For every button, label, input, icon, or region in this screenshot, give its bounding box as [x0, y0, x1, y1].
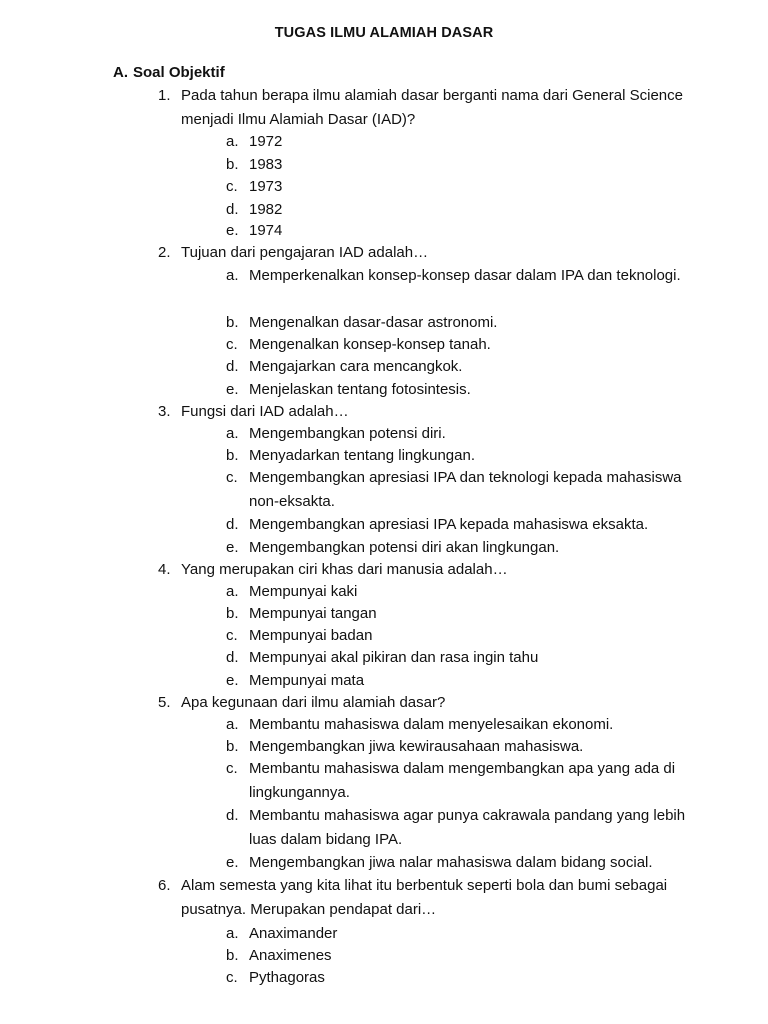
option-3a — [226, 422, 686, 446]
option-text: Mempunyai kaki — [249, 583, 358, 600]
option-letter: a. — [226, 716, 239, 733]
question-4 — [158, 558, 698, 582]
option-text: Mengembangkan apresiasi IPA kepada mahasiswa eksakta. — [249, 516, 649, 533]
option-letter: a. — [226, 425, 239, 442]
option-text: Mengembangkan jiwa nalar mahasiswa dalam bidang social. — [249, 854, 653, 871]
option-text: Pythagoras — [249, 969, 325, 986]
option-1c — [226, 175, 686, 199]
question-number: 6. — [158, 877, 171, 894]
question-1 — [158, 84, 698, 132]
option-text: Mengembangkan apresiasi IPA dan teknologi kepada mahasiswa non-eksakta. — [249, 469, 682, 510]
option-4d — [226, 646, 686, 670]
option-4e — [226, 669, 686, 693]
option-letter: c. — [226, 336, 238, 353]
option-1b — [226, 153, 686, 177]
option-letter: e. — [226, 854, 239, 871]
option-text: Anaximander — [249, 925, 338, 942]
option-text: Mempunyai tangan — [249, 605, 377, 622]
option-letter: e. — [226, 672, 239, 689]
question-2 — [158, 241, 698, 265]
document-title: TUGAS ILMU ALAMIAH DASAR — [274, 25, 494, 41]
option-letter: a. — [226, 133, 239, 150]
option-letter: e. — [226, 539, 239, 556]
option-text: Anaximenes — [249, 947, 332, 964]
question-number: 4. — [158, 561, 171, 578]
option-letter: b. — [226, 738, 239, 755]
option-text: 1973 — [249, 178, 283, 195]
option-letter: c. — [226, 627, 238, 644]
question-3 — [158, 400, 698, 424]
option-5e — [226, 851, 686, 875]
option-letter: c. — [226, 760, 238, 777]
question-number: 3. — [158, 403, 171, 420]
option-text: Menyadarkan tentang lingkungan. — [249, 447, 475, 464]
option-6c — [226, 966, 686, 990]
option-1a — [226, 130, 686, 154]
option-2c — [226, 333, 686, 357]
option-letter: b. — [226, 605, 239, 622]
option-text: Mempunyai mata — [249, 672, 365, 689]
option-6b — [226, 944, 686, 968]
option-text: Mengenalkan konsep-konsep tanah. — [249, 336, 491, 353]
option-text: Menjelaskan tentang fotosintesis. — [249, 381, 471, 398]
question-6 — [158, 874, 698, 922]
option-text: 1974 — [249, 222, 283, 239]
option-5a — [226, 713, 686, 737]
option-text: Membantu mahasiswa dalam mengembangkan apa yang ada di lingkungannya. — [249, 760, 676, 801]
option-3b — [226, 444, 686, 468]
option-text: Mengajarkan cara mencangkok. — [249, 358, 463, 375]
option-text: 1983 — [249, 156, 283, 173]
option-3c — [226, 466, 686, 514]
option-text: Mengembangkan jiwa kewirausahaan mahasiswa. — [249, 738, 584, 755]
option-4c — [226, 624, 686, 648]
option-3d — [226, 513, 686, 537]
option-5d — [226, 804, 686, 852]
question-text: Tujuan dari pengajaran IAD adalah… — [181, 244, 429, 261]
option-letter: a. — [226, 267, 239, 284]
option-text: Mengembangkan potensi diri. — [249, 425, 446, 442]
option-letter: b. — [226, 314, 239, 331]
question-text: Yang merupakan ciri khas dari manusia adalah… — [181, 561, 508, 578]
option-6a — [226, 922, 686, 946]
option-text: Membantu mahasiswa agar punya cakrawala pandang yang lebih luas dalam bidang IPA. — [249, 807, 686, 848]
option-letter: d. — [226, 516, 239, 533]
option-2b — [226, 311, 686, 335]
question-text: Pada tahun berapa ilmu alamiah dasar berganti nama dari General Science menjadi Ilmu Alamiah Dasar (IAD)? — [181, 87, 683, 128]
option-letter: e. — [226, 381, 239, 398]
question-text: Fungsi dari IAD adalah… — [181, 403, 349, 420]
option-2d — [226, 355, 686, 379]
option-5b — [226, 735, 686, 759]
question-5 — [158, 691, 698, 715]
question-number: 1. — [158, 87, 171, 104]
option-letter: d. — [226, 201, 239, 218]
option-2e — [226, 378, 686, 402]
option-4a — [226, 580, 686, 604]
question-text: Apa kegunaan dari ilmu alamiah dasar? — [181, 694, 446, 711]
option-text: Mengenalkan dasar-dasar astronomi. — [249, 314, 498, 331]
option-letter: e. — [226, 222, 239, 239]
option-3e — [226, 536, 686, 560]
option-text: Mempunyai badan — [249, 627, 373, 644]
option-text: 1982 — [249, 201, 283, 218]
question-number: 5. — [158, 694, 171, 711]
option-letter: c. — [226, 969, 238, 986]
option-text: Mempunyai akal pikiran dan rasa ingin tahu — [249, 649, 539, 666]
option-letter: a. — [226, 925, 239, 942]
option-letter: c. — [226, 469, 238, 486]
section-heading — [113, 64, 225, 81]
option-letter: d. — [226, 649, 239, 666]
question-text: Alam semesta yang kita lihat itu berbentuk seperti bola dan bumi sebagai pusatnya. Merupakan pendapat dari… — [181, 877, 668, 918]
option-letter: d. — [226, 807, 239, 824]
option-4b — [226, 602, 686, 626]
option-2a — [226, 264, 686, 288]
option-text: Memperkenalkan konsep-konsep dasar dalam IPA dan teknologi. — [249, 267, 681, 284]
option-letter: b. — [226, 947, 239, 964]
option-letter: c. — [226, 178, 238, 195]
option-text: Membantu mahasiswa dalam menyelesaikan ekonomi. — [249, 716, 614, 733]
option-text: Mengembangkan potensi diri akan lingkungan. — [249, 539, 560, 556]
option-text: 1972 — [249, 133, 283, 150]
question-number: 2. — [158, 244, 171, 261]
option-letter: b. — [226, 447, 239, 464]
option-1e — [226, 219, 686, 243]
option-letter: a. — [226, 583, 239, 600]
option-5c — [226, 757, 686, 805]
section-letter: A. — [113, 64, 128, 81]
option-letter: d. — [226, 358, 239, 375]
section-label: Soal Objektif — [133, 64, 225, 81]
option-letter: b. — [226, 156, 239, 173]
